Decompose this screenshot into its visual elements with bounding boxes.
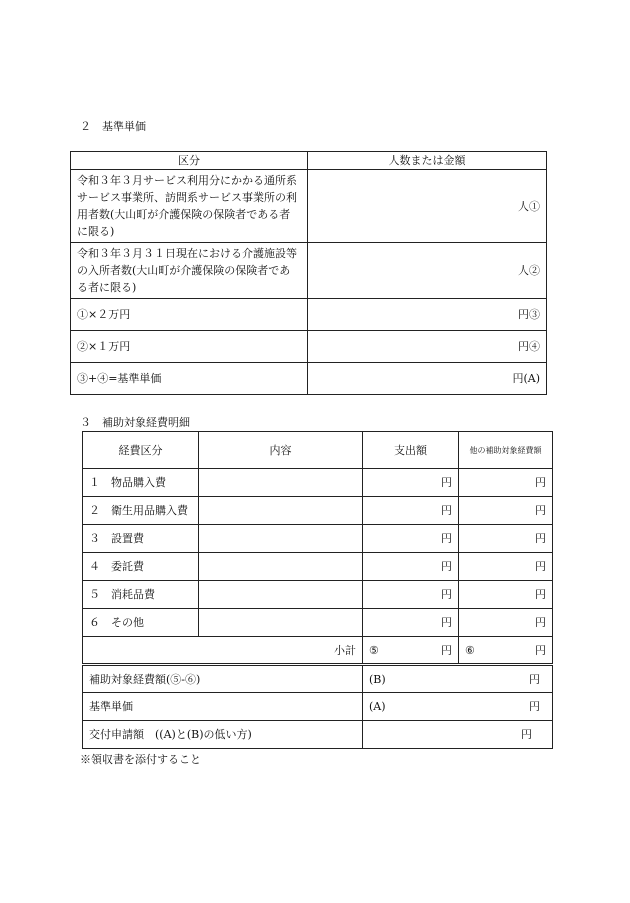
expense-amount: 円 [363,581,459,609]
header-amount: 支出額 [363,432,459,469]
expense-other: 円 [459,553,553,581]
expense-other: 円 [459,497,553,525]
subtotal-other [459,637,553,665]
summary-label: 基準単価 [83,693,363,721]
row-value: 円④ [308,331,547,363]
expense-content [199,525,363,553]
header-category: 区分 [71,152,308,170]
header-content: 内容 [199,432,363,469]
expense-content [199,609,363,637]
expense-other: 円 [459,581,553,609]
row-value: 円③ [308,299,547,331]
expense-amount: 円 [363,609,459,637]
summary-unit: 円 [529,700,540,713]
expense-other: 円 [459,469,553,497]
row-label: ①×２万円 [71,299,308,331]
expense-amount: 円 [363,525,459,553]
row-label: ②×１万円 [71,331,308,363]
row-value: 人② [308,243,547,299]
summary-label: 交付申請額 ((A)と(B)の低い方) [83,721,363,749]
row-label: 令和３年３月サービス利用分にかかる通所系サービス事業所、訪問系サービス事業所の利用者数(大山町が介護保険の保険者である者に限る) [71,170,308,243]
expense-label: ４ 委託費 [83,553,199,581]
expense-amount: 円 [363,497,459,525]
expense-label: ６ その他 [83,609,199,637]
summary-mark: (B) [369,672,386,686]
expense-content [199,581,363,609]
expense-content [199,469,363,497]
subtotal-other-mark: ⑥ [465,643,475,657]
summary-value [363,665,553,693]
subtotal-amount-unit: 円 [441,643,452,657]
subtotal-amount [363,637,459,665]
expense-label: １ 物品購入費 [83,469,199,497]
row-label: 令和３年３月３１日現在における介護施設等の入所者数(大山町が介護保険の保険者である者に限る) [71,243,308,299]
expense-other: 円 [459,609,553,637]
row-label: ③+④=基準単価 [71,363,308,395]
row-value: 人① [308,170,547,243]
expense-label: ３ 設置費 [83,525,199,553]
summary-value [363,721,553,749]
expense-amount: 円 [363,469,459,497]
section2-heading: ２ 基準単価 [80,120,146,133]
section3-heading: ３ 補助対象経費明細 [80,416,190,429]
header-other: 他の補助対象経費額 [459,432,553,469]
subtotal-label: 小計 [83,637,363,665]
summary-unit: 円 [529,672,540,686]
receipt-note: ※領収書を添付すること [80,753,201,766]
subtotal-other-unit: 円 [535,643,546,657]
expense-label: ２ 衛生用品購入費 [83,497,199,525]
expense-label: ５ 消耗品費 [83,581,199,609]
subtotal-amount-mark: ⑤ [369,643,379,657]
summary-value [363,693,553,721]
summary-label: 補助対象経費額(⑤-⑥) [83,665,363,693]
expense-amount: 円 [363,553,459,581]
header-value: 人数または金額 [308,152,547,170]
expense-other: 円 [459,525,553,553]
summary-unit: 円 [521,728,532,741]
expense-content [199,497,363,525]
base-unit-table [70,151,547,395]
header-category: 経費区分 [83,432,199,469]
expense-table [82,431,553,749]
summary-mark: (A) [369,700,386,713]
expense-content [199,553,363,581]
row-value: 円(A) [308,363,547,395]
